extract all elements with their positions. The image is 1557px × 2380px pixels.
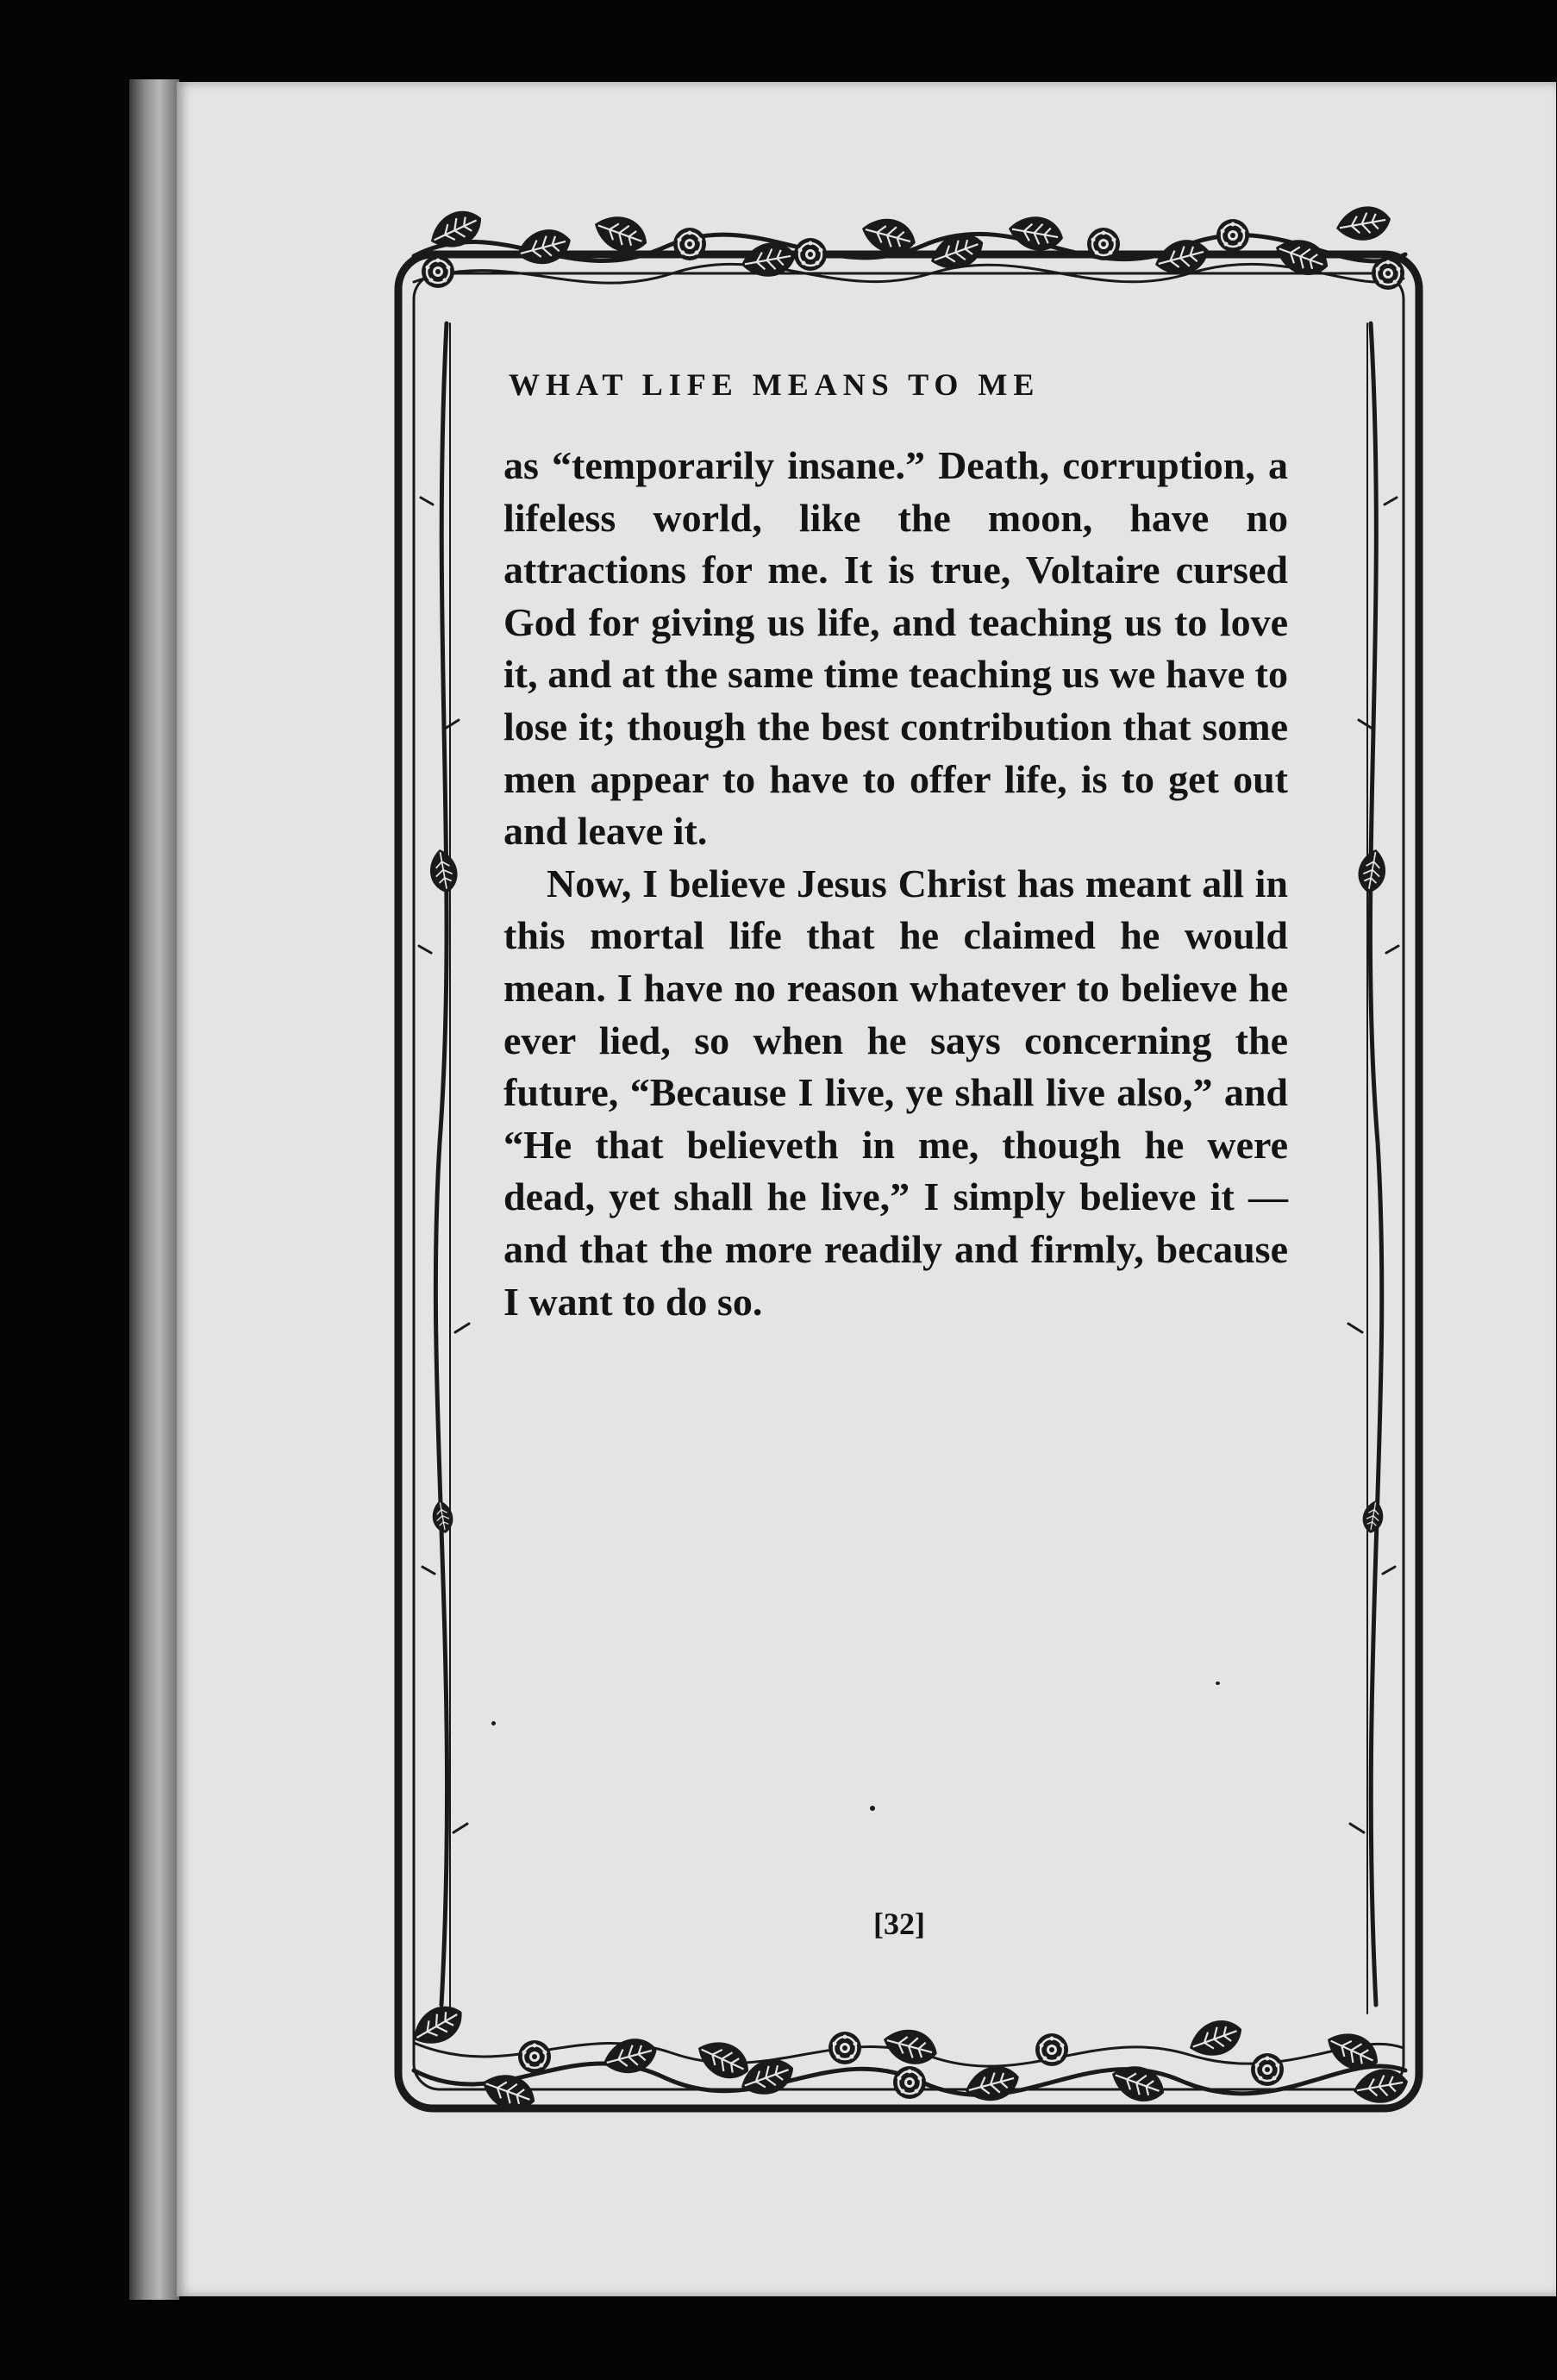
book-spine-edge [129,79,179,2300]
running-head: WHAT LIFE MEANS TO ME [509,367,1041,402]
paragraph: as “temporarily insane.” Death, corruption, a lifeless world, like the moon, have no attractions for me. It is true, Voltaire cursed God for giving us life, and teaching us to love it, and at the same time teaching us we have to lose it; though the best contribution that some men appear to have to offer life, is to get out and leave it. [503,443,1288,854]
page-number: [32] [873,1907,925,1941]
dust-speck [491,1721,496,1726]
paragraph: Now, I believe Jesus Christ has meant all in this mortal life that he claimed he would mean. I have no reason whatever to believe he ever lied, so when he says concerning the future, “Because I live, ye shall live also,” and “He that believeth in me, though he were dead, yet shall he live,” I simply believe it — and that the more readily and firmly, because I want to do so. [503,861,1288,1324]
body-text [503,440,1288,1328]
dust-speck [1216,1682,1220,1685]
dust-speck [870,1806,875,1811]
